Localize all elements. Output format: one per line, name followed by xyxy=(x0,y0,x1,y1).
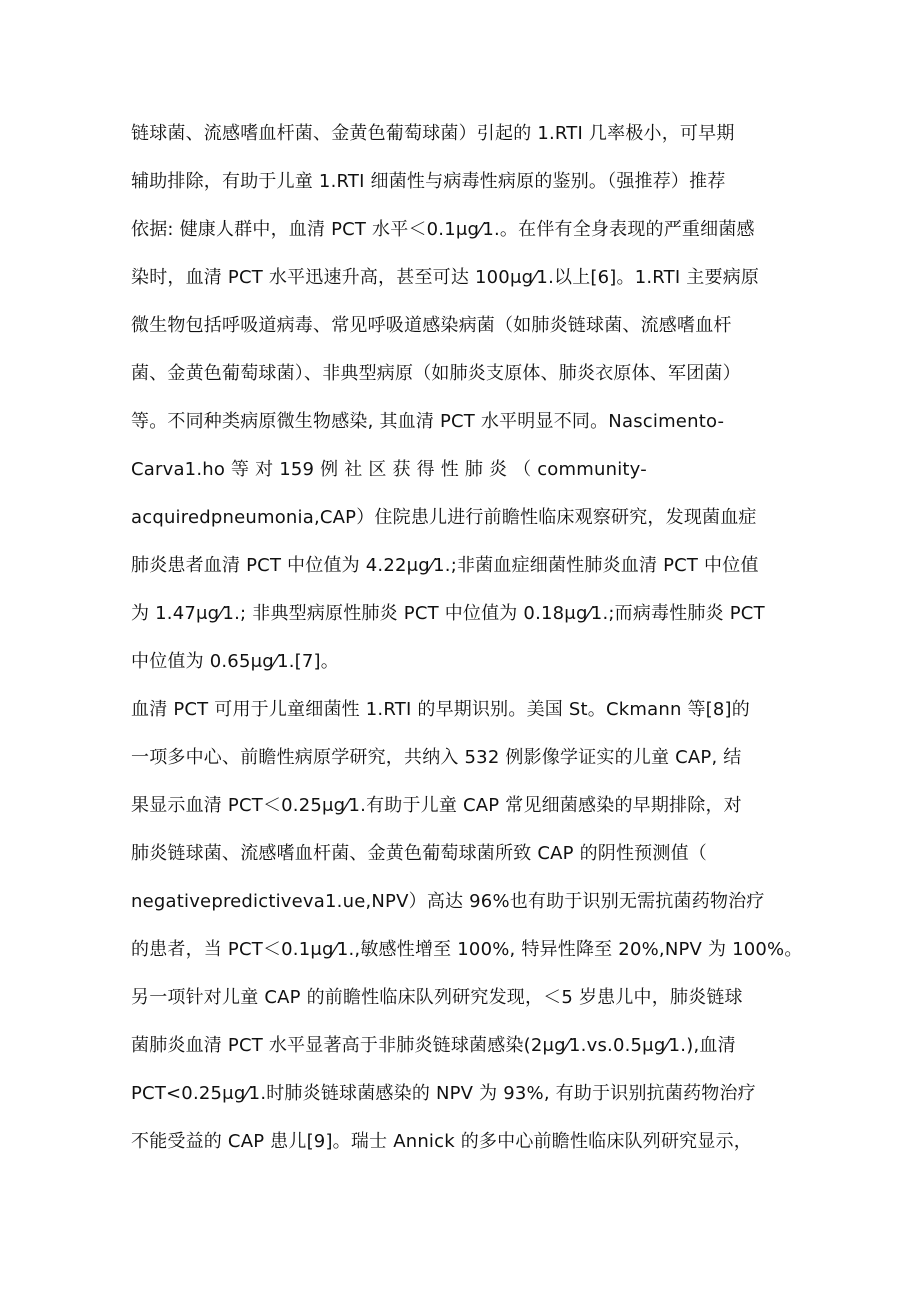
text-line: Carva1.ho 等 对 159 例 社 区 获 得 性 肺 炎 （ community- xyxy=(131,459,647,480)
text-line: 菌、金黄色葡萄球菌）、非典型病原（如肺炎支原体、肺炎衣原体、军团菌） xyxy=(131,363,741,384)
text-line: acquiredpneumonia,CAP）住院患儿进行前瞻性临床观察研究，发现菌血症 xyxy=(131,507,757,528)
text-line: negativepredictiveva1.ue,NPV）高达 96%也有助于识别无需抗菌药物治疗 xyxy=(131,891,765,912)
text-line: 的患者，当 PCT＜0.1μg⁄1.,敏感性增至 100%, 特异性降至 20%,NPV 为 100%。 xyxy=(131,939,803,960)
text-line: 血清 PCT 可用于儿童细菌性 1.RTI 的早期识别。美国 St。Ckmann 等[8]的 xyxy=(131,699,750,720)
text-line: 另一项针对儿童 CAP 的前瞻性临床队列研究发现，＜5 岁患儿中，肺炎链球 xyxy=(131,987,743,1008)
text-line: 等。不同种类病原微生物感染, 其血清 PCT 水平明显不同。Nascimento- xyxy=(131,411,725,432)
text-line: 微生物包括呼吸道病毒、常见呼吸道感染病菌（如肺炎链球菌、流感嗜血杆 xyxy=(131,315,732,336)
text-line: 为 1.47μg⁄1.; 非典型病原性肺炎 PCT 中位值为 0.18μg⁄1.;而病毒性肺炎 PCT xyxy=(131,603,765,624)
text-line: 中位值为 0.65μg⁄1.[7]。 xyxy=(131,651,339,672)
text-line: 果显示血清 PCT＜0.25μg⁄1.有助于儿童 CAP 常见细菌感染的早期排除，对 xyxy=(131,795,742,816)
text-line: 染时，血清 PCT 水平迅速升高，甚至可达 100μg⁄1.以上[6]。1.RTI 主要病原 xyxy=(131,267,760,288)
text-line: 链球菌、流感嗜血杆菌、金黄色葡萄球菌）引起的 1.RTI 几率极小，可早期 xyxy=(131,123,735,144)
text-line: PCT<0.25μg⁄1.时肺炎链球菌感染的 NPV 为 93%, 有助于识别抗菌药物治疗 xyxy=(131,1083,756,1104)
text-line: 肺炎链球菌、流感嗜血杆菌、金黄色葡萄球菌所致 CAP 的阴性预测值（ xyxy=(131,843,707,864)
text-line: 依据: 健康人群中，血清 PCT 水平＜0.1μg⁄1.。在伴有全身表现的严重细菌感 xyxy=(131,219,755,240)
text-line: 不能受益的 CAP 患儿[9]。瑞士 Annick 的多中心前瞻性临床队列研究显示， xyxy=(131,1131,752,1152)
text-line: 一项多中心、前瞻性病原学研究，共纳入 532 例影像学证实的儿童 CAP, 结 xyxy=(131,747,742,768)
text-line: 肺炎患者血清 PCT 中位值为 4.22μg⁄1.;非菌血症细菌性肺炎血清 PCT 中位值 xyxy=(131,555,759,576)
text-line: 菌肺炎血清 PCT 水平显著高于非肺炎链球菌感染(2μg⁄1.vs.0.5μg⁄1.),血清 xyxy=(131,1035,736,1056)
text-line: 辅助排除，有助于儿童 1.RTI 细菌性与病毒性病原的鉴别。（强推荐）推荐 xyxy=(131,171,726,192)
